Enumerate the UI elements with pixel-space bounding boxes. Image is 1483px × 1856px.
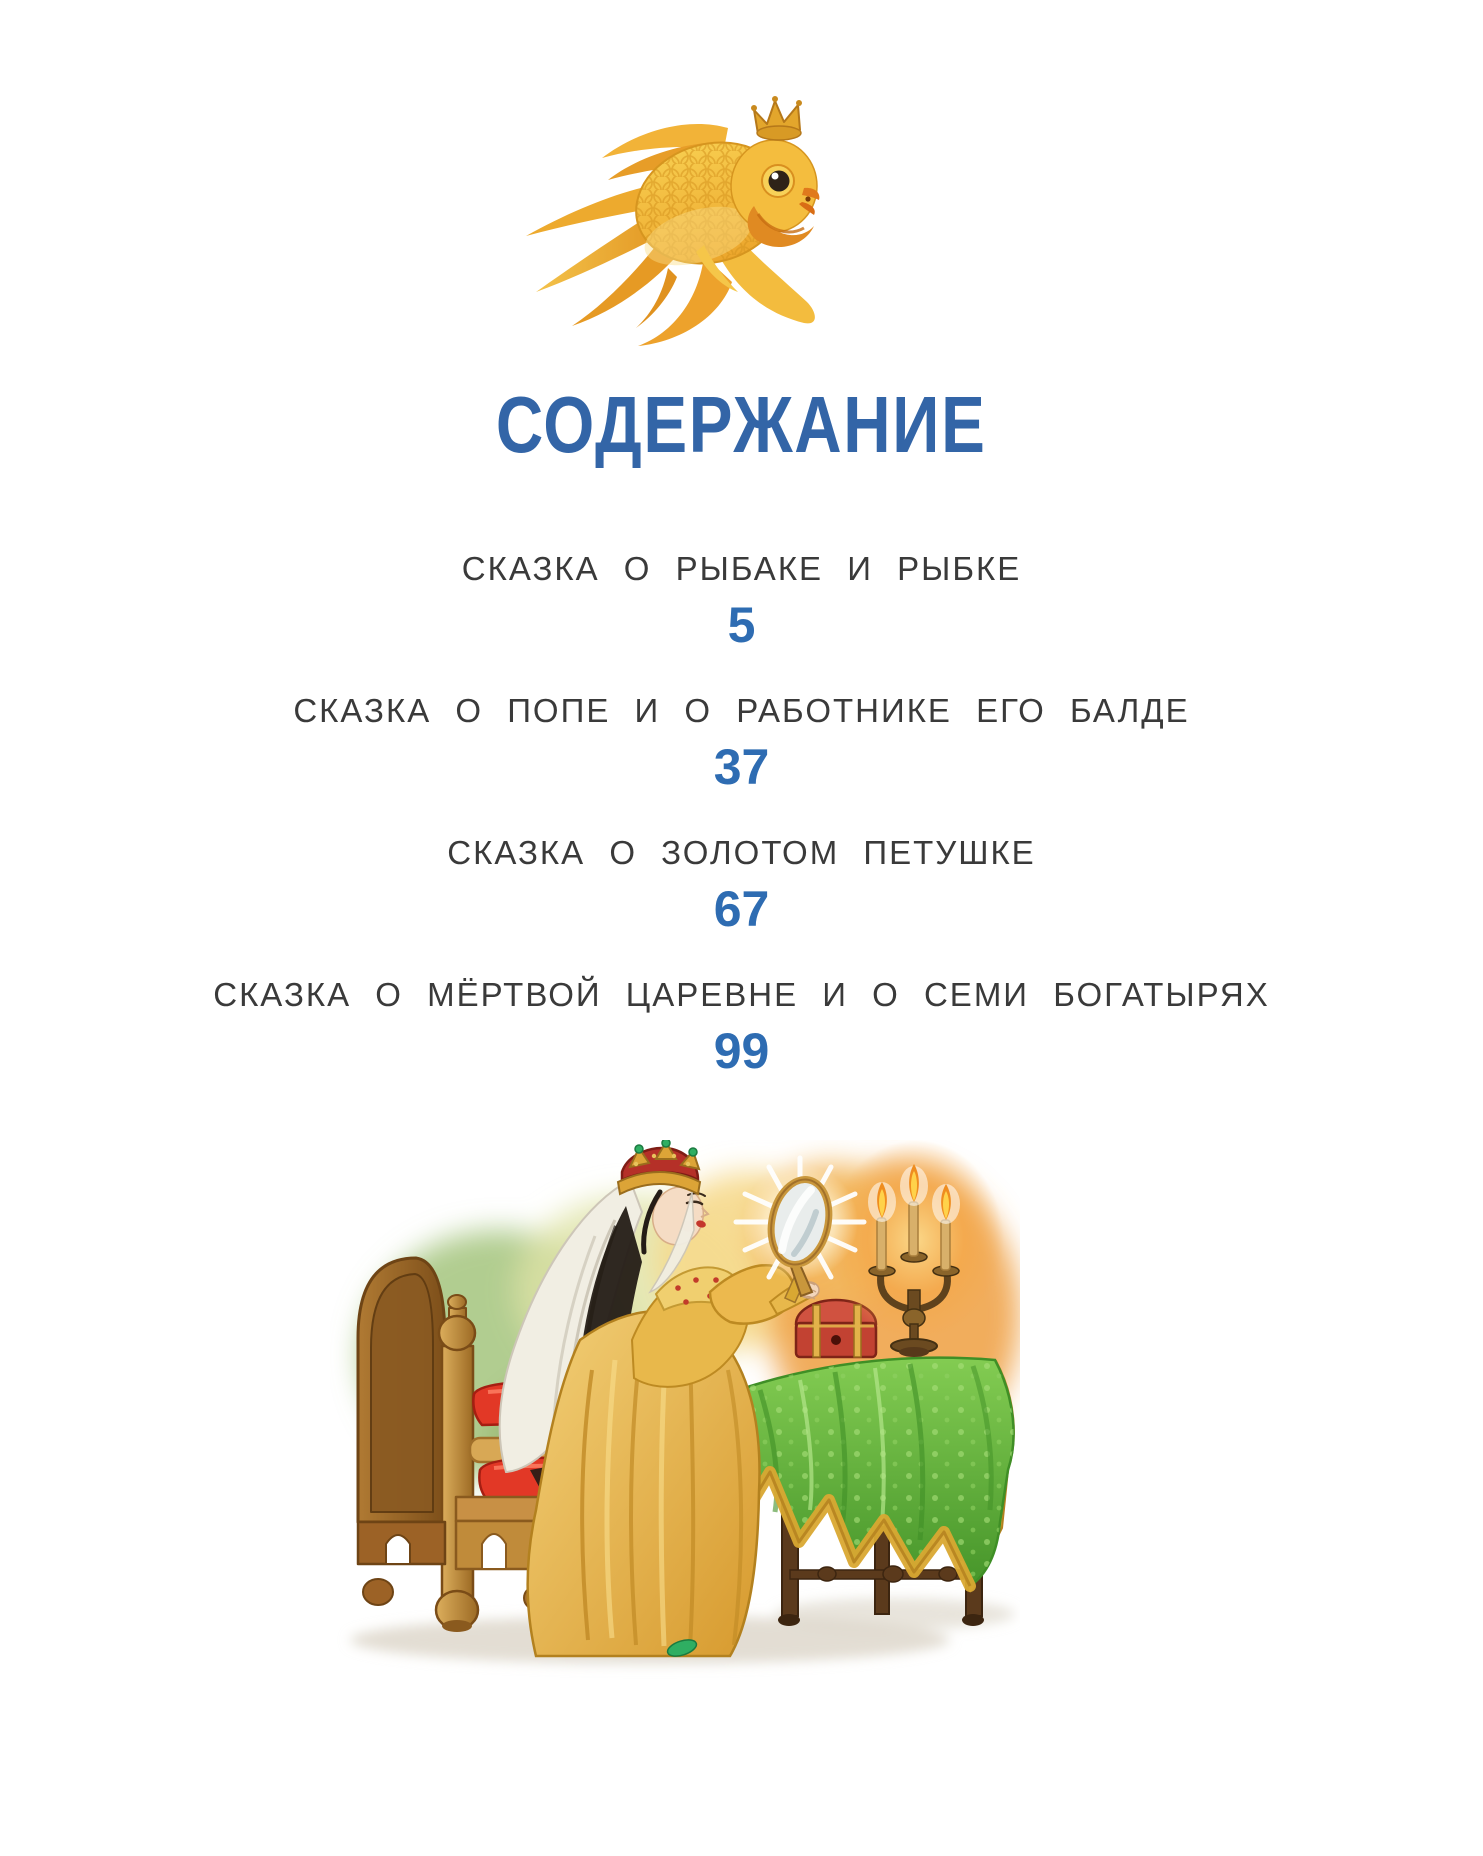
queen-mirror-illustration [330, 1140, 1020, 1680]
toc-entry-title: СКАЗКА О МЁРТВОЙ ЦАРЕВНЕ И О СЕМИ БОГАТЫРЯХ [213, 976, 1270, 1013]
toc-entry-page-number: 37 [713, 739, 770, 795]
fish-crown-icon [751, 96, 802, 140]
toc-entry-page-number: 5 [727, 597, 756, 653]
queen-crown-icon [618, 1140, 700, 1194]
toc-entry-title: СКАЗКА О РЫБАКЕ И РЫБКЕ [461, 550, 1022, 587]
toc-entry [0, 830, 1483, 938]
toc-entry-page-number: 99 [713, 1023, 770, 1079]
toc-entry [0, 546, 1483, 654]
table-of-contents [0, 546, 1483, 1114]
toc-entry-title: СКАЗКА О ЗОЛОТОМ ПЕТУШКЕ [447, 834, 1036, 871]
toc-entry-title: СКАЗКА О ПОПЕ И О РАБОТНИКЕ ЕГО БАЛДЕ [293, 692, 1190, 729]
toc-entry [0, 688, 1483, 796]
goldfish-illustration [518, 86, 820, 356]
toc-entry [0, 972, 1483, 1080]
page-title: СОДЕРЖАНИЕ [496, 380, 987, 469]
toc-entry-page-number: 67 [713, 881, 770, 937]
